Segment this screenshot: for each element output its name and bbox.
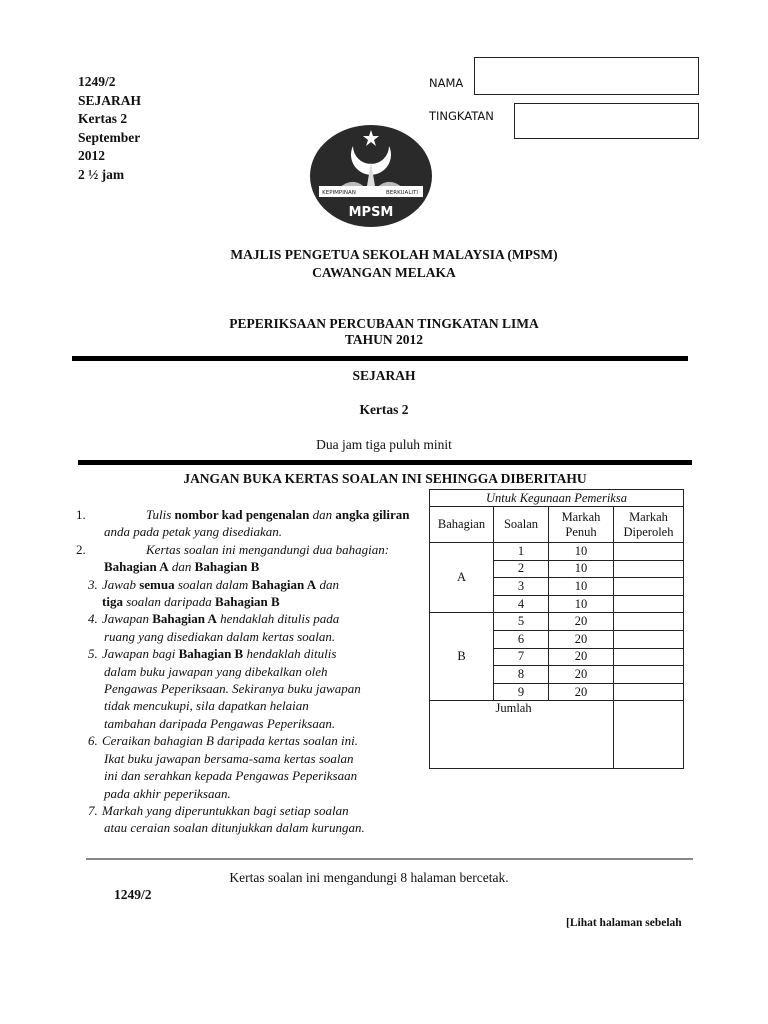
instruction-item: 6. Ceraikan bahagian B daripada kertas soalan ini. [88,733,359,749]
question-cell: 2 [494,560,549,578]
instruction-continuation: tidak mencukupi, sila dapatkan helaian [104,698,309,714]
table-row [430,543,684,561]
full-mark-cell: 10 [549,578,614,596]
page-count-text: Kertas soalan ini mengandungi 8 halaman bercetak. [229,870,509,885]
exam-line-1: PEPERIKSAAN PERCUBAAN TINGKATAN LIMA [229,316,539,331]
form-label: TINGKATAN [429,109,494,123]
instruction-item: 7. Markah yang diperuntukkan bagi setiap soalan [88,802,349,818]
warning-text: JANGAN BUKA KERTAS SOALAN INI SEHINGGA DIBERITAHU [183,471,587,486]
instructions [76,506,436,837]
total-label: Jumlah [494,701,614,769]
table-row [430,613,684,631]
instruction-continuation: anda pada petak yang disediakan. [104,524,282,540]
next-page-note: [Lihat halaman sebelah [566,917,682,929]
full-mark-cell: 10 [549,595,614,613]
col-header-full [549,507,614,543]
paper-year: 2012 [78,148,105,163]
instruction-continuation: Ikat buku jawapan bersama-sama kertas soalan [104,750,354,766]
full-mark-cell: 20 [549,648,614,666]
total-obtained-cell[interactable] [614,701,684,769]
paper-code: 1249/2 [78,74,116,89]
section-cell: A [430,543,494,613]
obtained-mark-cell[interactable] [614,595,684,613]
instruction-item: 3. Jawab semua soalan dalam Bahagian A dan [88,576,339,592]
form-field[interactable] [514,103,699,139]
instruction-number: 5. [88,646,98,662]
instruction-item: 1. Tulis nombor kad pengenalan dan angka giliran [76,507,410,522]
full-mark-cell: 20 [549,630,614,648]
paper-number: Kertas 2 [78,111,128,126]
question-cell: 3 [494,578,549,596]
instruction-continuation: ini dan serahkan kepada Pengawas Peperiksaan [104,768,358,784]
instruction-continuation: Bahagian A dan Bahagian B [104,559,260,575]
instruction-item: 4. Jawapan Bahagian A hendaklah ditulis pada [88,611,340,627]
paper-title: Kertas 2 [359,402,409,417]
question-cell: 6 [494,630,549,648]
instruction-number: 3. [88,576,98,592]
question-cell: 8 [494,666,549,684]
section-cell: B [430,613,494,701]
obtained-mark-cell[interactable] [614,648,684,666]
obtained-mark-cell[interactable] [614,630,684,648]
footer-divider [86,858,693,860]
logo-banner-right: BERKUALITI [386,190,418,196]
logo-acronym: MPSM [348,205,394,220]
paper-month: September [78,129,141,145]
instruction-number: 6. [88,733,98,749]
col-header-question: Soalan [494,507,549,543]
name-label: NAMA [429,76,464,90]
instruction-number: 1. [76,507,86,522]
mpsm-logo [309,124,433,228]
obtained-mark-cell[interactable] [614,666,684,684]
col-header-obtained [614,507,684,543]
col-header-full-1: Markah [561,509,601,524]
full-mark-cell: 20 [549,666,614,684]
paper-duration: 2 ½ jam [78,166,125,182]
col-header-obtained-1: Markah [629,509,668,524]
exam-line-2: TAHUN 2012 [344,332,424,347]
instruction-continuation: tiga soalan daripada Bahagian B [102,594,280,610]
question-cell: 1 [494,543,549,561]
paper-subject: SEJARAH [78,92,142,108]
instruction-number: 7. [88,802,98,818]
paper-info-block [78,73,141,184]
instruction-continuation: ruang yang disediakan dalam kertas soalan. [104,628,336,644]
marks-table [429,506,684,769]
instruction-number: 2. [76,541,86,557]
instruction-continuation: Pengawas Peperiksaan. Sekiranya buku jawapan [104,681,361,697]
obtained-mark-cell[interactable] [614,578,684,596]
instruction-continuation: pada akhir peperiksaan. [104,785,231,801]
question-cell: 4 [494,595,549,613]
footer-code: 1249/2 [114,887,152,902]
full-mark-cell: 10 [549,543,614,561]
duration-text: Dua jam tiga puluh minit [316,437,452,452]
obtained-mark-cell[interactable] [614,613,684,631]
org-line-1: MAJLIS PENGETUA SEKOLAH MALAYSIA (MPSM) [230,247,558,262]
instruction-continuation: dalam buku jawapan yang dibekalkan oleh [104,663,328,679]
marks-table-caption: Untuk Kegunaan Pemeriksa [429,489,684,507]
obtained-mark-cell[interactable] [614,543,684,561]
org-line-2: CAWANGAN MELAKA [312,265,456,280]
instruction-item: 2. Kertas soalan ini mengandungi dua bahagian: [76,541,390,557]
instruction-continuation: atau ceraian soalan ditunjukkan dalam kurungan. [104,820,365,836]
logo-banner-left: KEPIMPINAN [322,190,356,196]
divider-middle [78,460,692,465]
instruction-number: 4. [88,611,98,627]
question-cell: 5 [494,613,549,631]
subject-title: SEJARAH [352,368,416,383]
instruction-continuation: tambahan daripada Pengawas Peperiksaan. [104,715,336,731]
exam-title [0,316,768,348]
name-field[interactable] [474,57,699,95]
instruction-item: 5. Jawapan bagi Bahagian B hendaklah ditulis [88,646,337,662]
col-header-full-2: Penuh [565,524,597,539]
obtained-mark-cell[interactable] [614,560,684,578]
col-header-obtained-2: Diperoleh [623,524,674,539]
col-header-section: Bahagian [430,507,494,543]
full-mark-cell: 20 [549,613,614,631]
question-cell: 7 [494,648,549,666]
org-title [0,246,768,282]
question-cell: 9 [494,683,549,701]
full-mark-cell: 10 [549,560,614,578]
full-mark-cell: 20 [549,683,614,701]
obtained-mark-cell[interactable] [614,683,684,701]
divider-top [72,356,688,361]
